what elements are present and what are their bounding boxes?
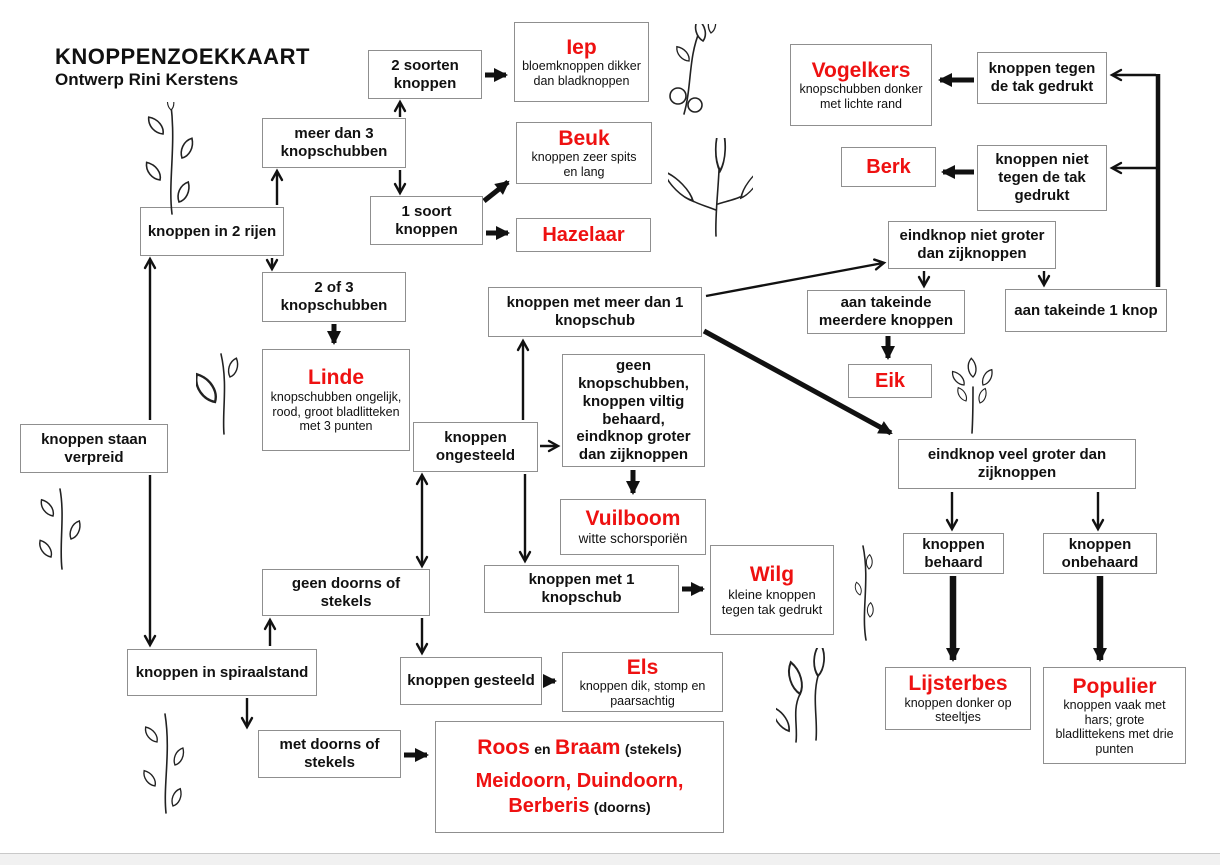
node-knoppen-ongesteeld — [413, 422, 538, 472]
node-geen-knopschubben — [562, 354, 705, 467]
node-label: eindknop veel groter dan zijknoppen — [927, 446, 1107, 481]
node-label: knoppen ongesteeld — [435, 429, 516, 464]
species-name: Roos — [477, 735, 530, 759]
node-label: knoppen in spiraalstand — [135, 663, 309, 681]
node-knoppen-staan-verpreid — [20, 424, 168, 473]
node-eindknop-veel-groter — [898, 439, 1136, 489]
species-name: Hazelaar — [542, 223, 625, 246]
species-line-doorns — [476, 769, 684, 819]
bottom-scrollbar[interactable] — [0, 853, 1220, 865]
node-takeinde-meerdere-knoppen — [807, 290, 965, 334]
leaf-iep — [514, 22, 649, 102]
node-meer-dan-1-knopschub — [488, 287, 702, 337]
species-name: Populier — [1072, 674, 1157, 698]
species-name: Eik — [874, 369, 906, 392]
node-knoppen-tegen-tak — [977, 52, 1107, 104]
species-name: Linde — [308, 366, 364, 390]
leaf-populier — [1043, 667, 1186, 764]
species-desc: knoppen donker op steeltjes — [904, 695, 1012, 725]
node-label: 2 soorten knoppen — [391, 56, 459, 92]
node-label: aan takeinde 1 knop — [1014, 301, 1158, 319]
leaf-vogelkers — [790, 44, 932, 126]
species-name: Els — [626, 655, 659, 679]
node-label: knoppen niet tegen de tak gedrukt — [995, 151, 1089, 204]
page-subtitle: Ontwerp Rini Kerstens — [55, 70, 239, 90]
node-1-soort-knoppen — [370, 196, 483, 245]
sketch-eik-twig — [944, 341, 999, 436]
node-meer-dan-3-knopschubben — [262, 118, 406, 168]
species-name: Iep — [566, 35, 597, 59]
node-label: geen knopschubben, knoppen viltig behaard, eindknop groter dan zijknoppen — [576, 357, 691, 463]
sketch-iep-twig — [666, 24, 722, 116]
node-label: knoppen in 2 rijen — [147, 222, 277, 240]
sketch-beuk-twig — [668, 138, 753, 238]
species-desc: knoppen zeer spits en lang — [531, 150, 637, 179]
species-desc: knopschubben ongelijk, rood, groot bladlitteken met 3 punten — [270, 390, 402, 433]
node-label: knoppen onbehaard — [1061, 535, 1139, 571]
suffix-text: (doorns) — [593, 799, 651, 816]
species-name: Beuk — [558, 126, 610, 150]
node-knoppen-onbehaard — [1043, 533, 1157, 574]
node-label: meer dan 3 knopschubben — [280, 125, 388, 160]
node-2-of-3-knopschubben — [262, 272, 406, 322]
node-eindknop-niet-groter — [888, 221, 1056, 269]
node-label: met doorns of stekels — [279, 736, 380, 771]
sketch-spiral-twig — [138, 710, 193, 815]
leaf-wilg — [710, 545, 834, 635]
suffix-text: (stekels) — [624, 740, 682, 757]
node-2-soorten-knoppen — [368, 50, 482, 99]
species-desc: witte schorsporiën — [578, 530, 688, 546]
leaf-eik — [848, 364, 932, 398]
node-knoppen-in-spiraalstand — [127, 649, 317, 696]
page-title: KNOPPENZOEKKAART — [55, 44, 310, 69]
leaf-hazelaar — [516, 218, 651, 252]
species-line-stekels — [477, 735, 681, 760]
species-name: Vuilboom — [585, 507, 681, 531]
species-name: Berberis — [508, 795, 590, 818]
leaf-vuilboom — [560, 499, 706, 555]
species-name: Wilg — [749, 563, 795, 587]
species-name: Lijsterbes — [908, 672, 1008, 696]
node-knoppen-gesteeld — [400, 657, 542, 705]
leaf-linde — [262, 349, 410, 451]
node-takeinde-1-knop — [1005, 289, 1167, 332]
species-name: Berk — [866, 155, 911, 178]
node-knoppen-niet-tegen-tak — [977, 145, 1107, 211]
leaf-els — [562, 652, 723, 712]
node-geen-doorns-of-stekels — [262, 569, 430, 616]
leaf-lijsterbes — [885, 667, 1031, 730]
node-label: knoppen behaard — [922, 535, 985, 571]
species-name: Braam — [555, 735, 621, 759]
sketch-wilg-twig — [844, 542, 884, 642]
node-label: knoppen tegen de tak gedrukt — [988, 60, 1096, 95]
node-label: aan takeinde meerdere knoppen — [818, 294, 954, 329]
species-name: Meidoorn, Duindoorn, — [475, 770, 684, 793]
species-desc: knoppen dik, stomp en paarsachtig — [579, 679, 706, 708]
node-label: geen doorns of stekels — [291, 574, 401, 610]
species-desc: knoppen vaak met hars; grote bladlittekens met drie punten — [1055, 698, 1174, 756]
sketch-els-buds — [776, 648, 836, 744]
node-label: 2 of 3 knopschubben — [280, 279, 388, 314]
node-label: 1 soort knoppen — [395, 202, 458, 238]
leaf-berk — [841, 147, 936, 187]
sketch-twig-two-rows — [142, 102, 202, 217]
node-label: knoppen met 1 knopschub — [528, 571, 635, 606]
node-label: knoppen met meer dan 1 knopschub — [506, 294, 684, 329]
sketch-linde-bud — [196, 350, 248, 436]
node-label: eindknop niet groter dan zijknoppen — [899, 227, 1045, 262]
species-name: Vogelkers — [811, 58, 911, 82]
node-label: knoppen staan verpreid — [41, 430, 147, 466]
species-desc: knopschubben donker met lichte rand — [799, 82, 923, 111]
sketch-spread-buds-twig — [32, 486, 92, 571]
joiner-text: en — [534, 740, 551, 757]
species-desc: bloemknoppen dikker dan bladknoppen — [522, 59, 641, 88]
species-desc: kleine knoppen tegen tak gedrukt — [721, 586, 823, 617]
leaf-beuk — [516, 122, 652, 184]
leaf-roos-braam-meidoorn — [435, 721, 724, 833]
node-knoppen-behaard — [903, 533, 1004, 574]
page-header — [55, 44, 395, 91]
node-knoppen-met-1-knopschub — [484, 565, 679, 613]
node-label: knoppen gesteeld — [407, 672, 535, 690]
node-met-doorns-of-stekels — [258, 730, 401, 778]
